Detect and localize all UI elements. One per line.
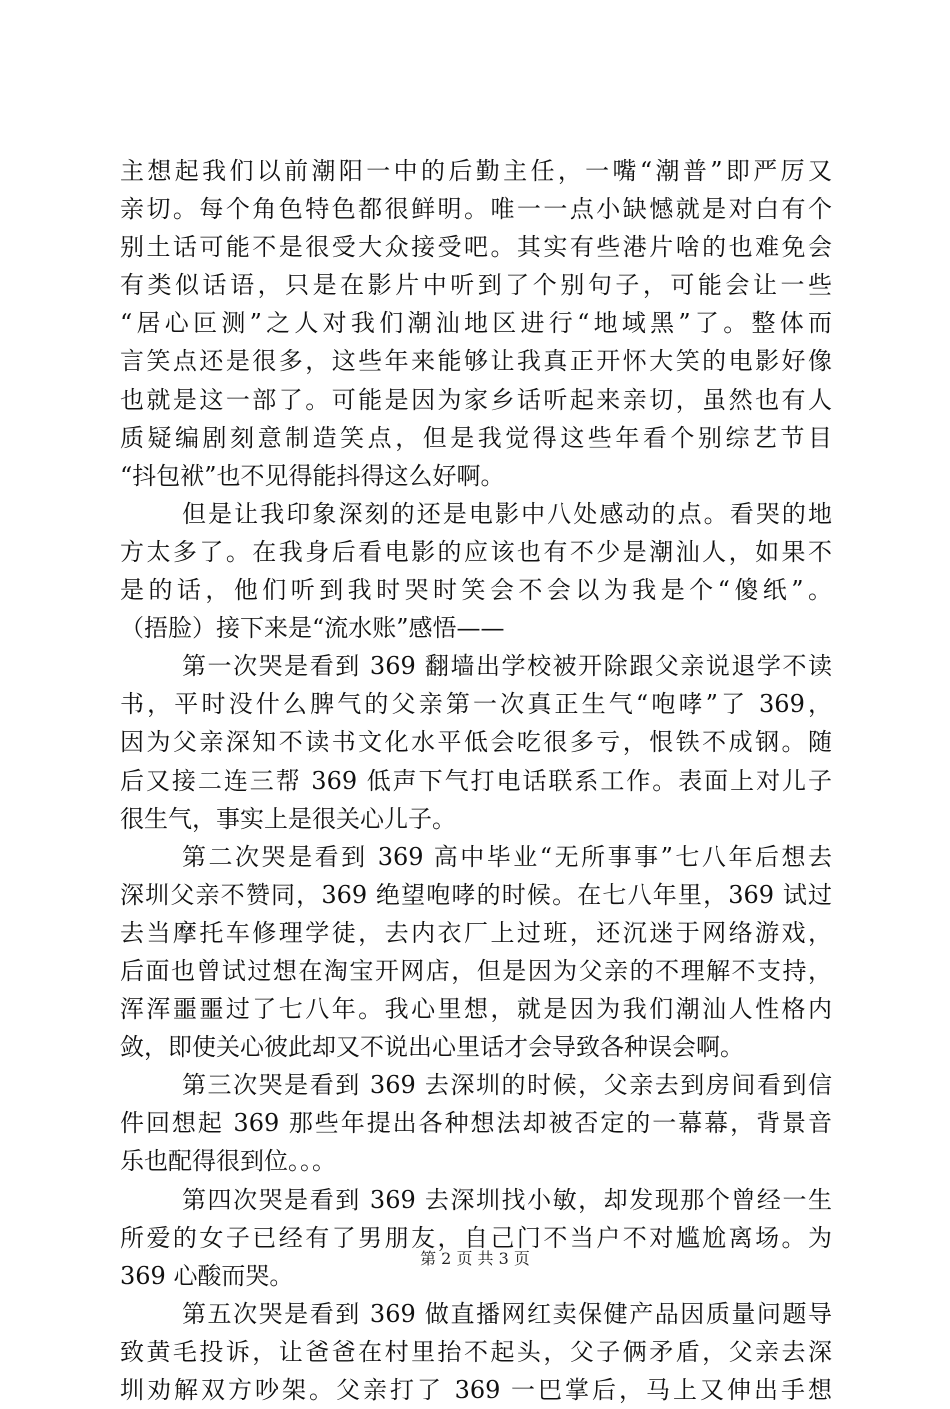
text-line: 乐也配得很到位。。。 [120, 1147, 336, 1176]
text-line: 也就是这一部了。可能是因为家乡话听起来亲切，虽然也有人 [120, 385, 832, 414]
text-line: 后面也曾试过想在淘宝开网店，但是因为父亲的不理解不支持， [120, 956, 832, 985]
text-line: 所爱的女子已经有了男朋友，自己门不当户不对尴尬离场。为 [120, 1223, 832, 1252]
text-line: 第五次哭是看到 369 做直播网红卖保健产品因质量问题导 [182, 1299, 832, 1328]
paragraph [120, 838, 832, 1067]
text-line: 因为父亲深知不读书文化水平低会吃很多亏，恨铁不成钢。随 [120, 728, 832, 757]
text-line: 亲切。每个角色特色都很鲜明。唯一一点小缺憾就是对白有个 [120, 195, 832, 224]
text-line: 致黄毛投诉，让爸爸在村里抬不起头，父子俩矛盾，父亲去深 [120, 1337, 832, 1366]
text-line: “居心叵测”之人对我们潮汕地区进行“地域黑”了。整体而 [120, 309, 832, 338]
text-line: “抖包袱”也不见得能抖得这么好啊。 [120, 461, 505, 490]
paragraph [120, 495, 832, 647]
text-line: 质疑编剧刻意制造笑点，但是我觉得这些年看个别综艺节目 [120, 423, 832, 452]
text-line: 主想起我们以前潮阳一中的后勤主任，一嘴“潮普”即严厉又 [120, 157, 832, 185]
text-line: 是的话，他们听到我时哭时笑会不会以为我是个“傻纸”。 [120, 576, 832, 605]
text-line: 369 心酸而哭。 [120, 1261, 294, 1290]
text-line: （捂脸）接下来是“流水账”感悟—— [120, 614, 505, 643]
text-line: 书，平时没什么脾气的父亲第一次真正生气“咆哮”了 369， [120, 690, 832, 719]
text-line: 第四次哭是看到 369 去深圳找小敏，却发现那个曾经一生 [182, 1185, 832, 1214]
paragraph [120, 647, 832, 837]
text-line: 浑浑噩噩过了七八年。我心里想，就是因为我们潮汕人性格内 [120, 995, 832, 1024]
text-line: 敛，即使关心彼此却又不说出心里话才会导致各种误会啊。 [120, 1033, 744, 1062]
text-line: 去当摩托车修理学徒，去内衣厂上过班，还沉迷于网络游戏， [120, 918, 832, 947]
paragraph [120, 1066, 832, 1180]
text-line: 深圳父亲不赞同，369 绝望咆哮的时候。在七八年里，369 试过 [120, 880, 832, 909]
text-line: 第三次哭是看到 369 去深圳的时候，父亲去到房间看到信 [182, 1071, 832, 1100]
text-line: 方太多了。在我身后看电影的应该也有不少是潮汕人，如果不 [120, 537, 832, 566]
paragraph [120, 1295, 832, 1409]
page-footer: 第 2 页 共 3 页 [420, 1249, 530, 1268]
paragraph [120, 152, 832, 495]
text-line: 但是让我印象深刻的还是电影中八处感动的点。看哭的地 [182, 499, 832, 528]
text-line: 有类似话语，只是在影片中听到了个别句子，可能会让一些 [120, 271, 832, 300]
article-body [120, 152, 832, 1409]
text-line: 圳劝解双方吵架。父亲打了 369 一巴掌后，马上又伸出手想 [120, 1376, 832, 1404]
text-line: 第一次哭是看到 369 翻墙出学校被开除跟父亲说退学不读 [182, 652, 832, 681]
text-line: 很生气，事实上是很关心儿子。 [120, 804, 456, 833]
text-line: 第二次哭是看到 369 高中毕业“无所事事”七八年后想去 [182, 842, 832, 871]
text-line: 言笑点还是很多，这些年来能够让我真正开怀大笑的电影好像 [120, 347, 832, 376]
text-line: 件回想起 369 那些年提出各种想法却被否定的一幕幕，背景音 [120, 1109, 832, 1138]
text-line: 别土话可能不是很受大众接受吧。其实有些港片啥的也难免会 [120, 233, 832, 262]
paragraph [120, 1181, 832, 1295]
text-line: 后又接二连三帮 369 低声下气打电话联系工作。表面上对儿子 [120, 766, 832, 795]
